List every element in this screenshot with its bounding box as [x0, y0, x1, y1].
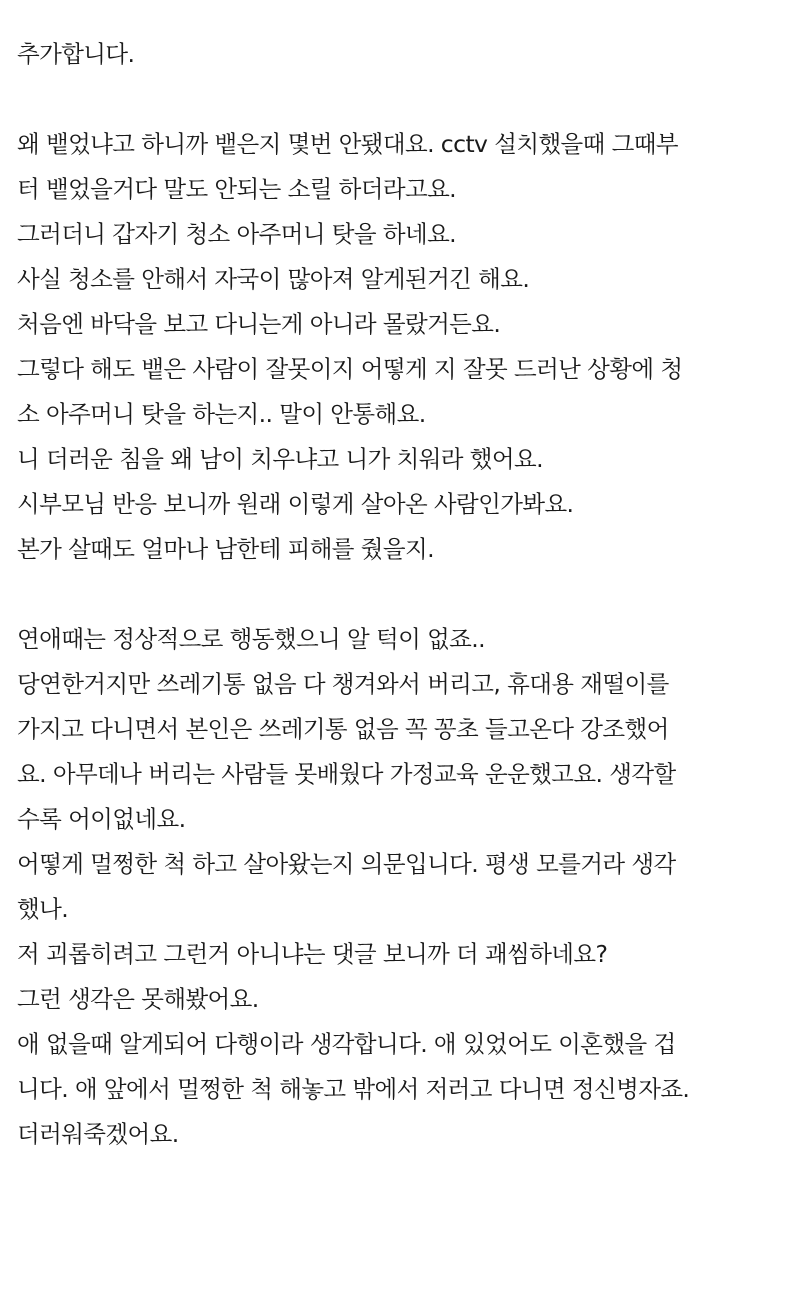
text-line: 연애때는 정상적으로 행동했으니 알 턱이 없죠..: [17, 625, 486, 653]
text-line: 저 괴롭히려고 그런거 아니냐는 댓글 보니까 더 괘씸하네요?: [17, 940, 608, 968]
text-line: 사실 청소를 안해서 자국이 많아져 알게된거긴 해요.: [17, 265, 530, 293]
text-line: 애 없을때 알게되어 다행이라 생각합니다. 애 있었어도 이혼했을 겁: [17, 1030, 676, 1058]
text-line: 니다. 애 앞에서 멀쩡한 척 해놓고 밖에서 저러고 다니면 정신병자죠.: [17, 1075, 690, 1103]
text-line: 어떻게 멀쩡한 척 하고 살아왔는지 의문입니다. 평생 모를거라 생각: [17, 850, 676, 878]
text-line: 소 아주머니 탓을 하는지.. 말이 안통해요.: [17, 400, 426, 428]
text-line: 했나.: [17, 895, 69, 923]
text-line: 그러더니 갑자기 청소 아주머니 탓을 하네요.: [17, 220, 457, 248]
text-line: 왜 뱉었냐고 하니까 뱉은지 몇번 안됐대요. cctv 설치했을때 그때부: [17, 130, 678, 158]
text-line: 본가 살때도 얼마나 남한테 피해를 줬을지.: [17, 535, 434, 563]
text-line: 그런 생각은 못해봤어요.: [17, 985, 259, 1013]
text-line: 니 더러운 침을 왜 남이 치우냐고 니가 치워라 했어요.: [17, 445, 543, 473]
text-line: 그렇다 해도 뱉은 사람이 잘못이지 어떻게 지 잘못 드러난 상황에 청: [17, 355, 683, 383]
text-line: 처음엔 바닥을 보고 다니는게 아니라 몰랐거든요.: [17, 310, 501, 338]
text-line: 요. 아무데나 버리는 사람들 못배웠다 가정교육 운운했고요. 생각할: [17, 760, 676, 788]
text-line: 가지고 다니면서 본인은 쓰레기통 없음 꼭 꽁초 들고온다 강조했어: [17, 715, 669, 743]
text-line: 시부모님 반응 보니까 원래 이렇게 살아온 사람인가봐요.: [17, 490, 574, 518]
blank-line: [17, 572, 782, 617]
text-line: 수록 어이없네요.: [17, 805, 186, 833]
blank-line: [17, 77, 782, 122]
text-line: 당연한거지만 쓰레기통 없음 다 챙겨와서 버리고, 휴대용 재떨이를: [17, 670, 669, 698]
text-line: 추가합니다.: [17, 40, 135, 68]
text-line: 터 뱉었을거다 말도 안되는 소릴 하더라고요.: [17, 175, 457, 203]
text-line: 더러워죽겠어요.: [17, 1120, 179, 1148]
